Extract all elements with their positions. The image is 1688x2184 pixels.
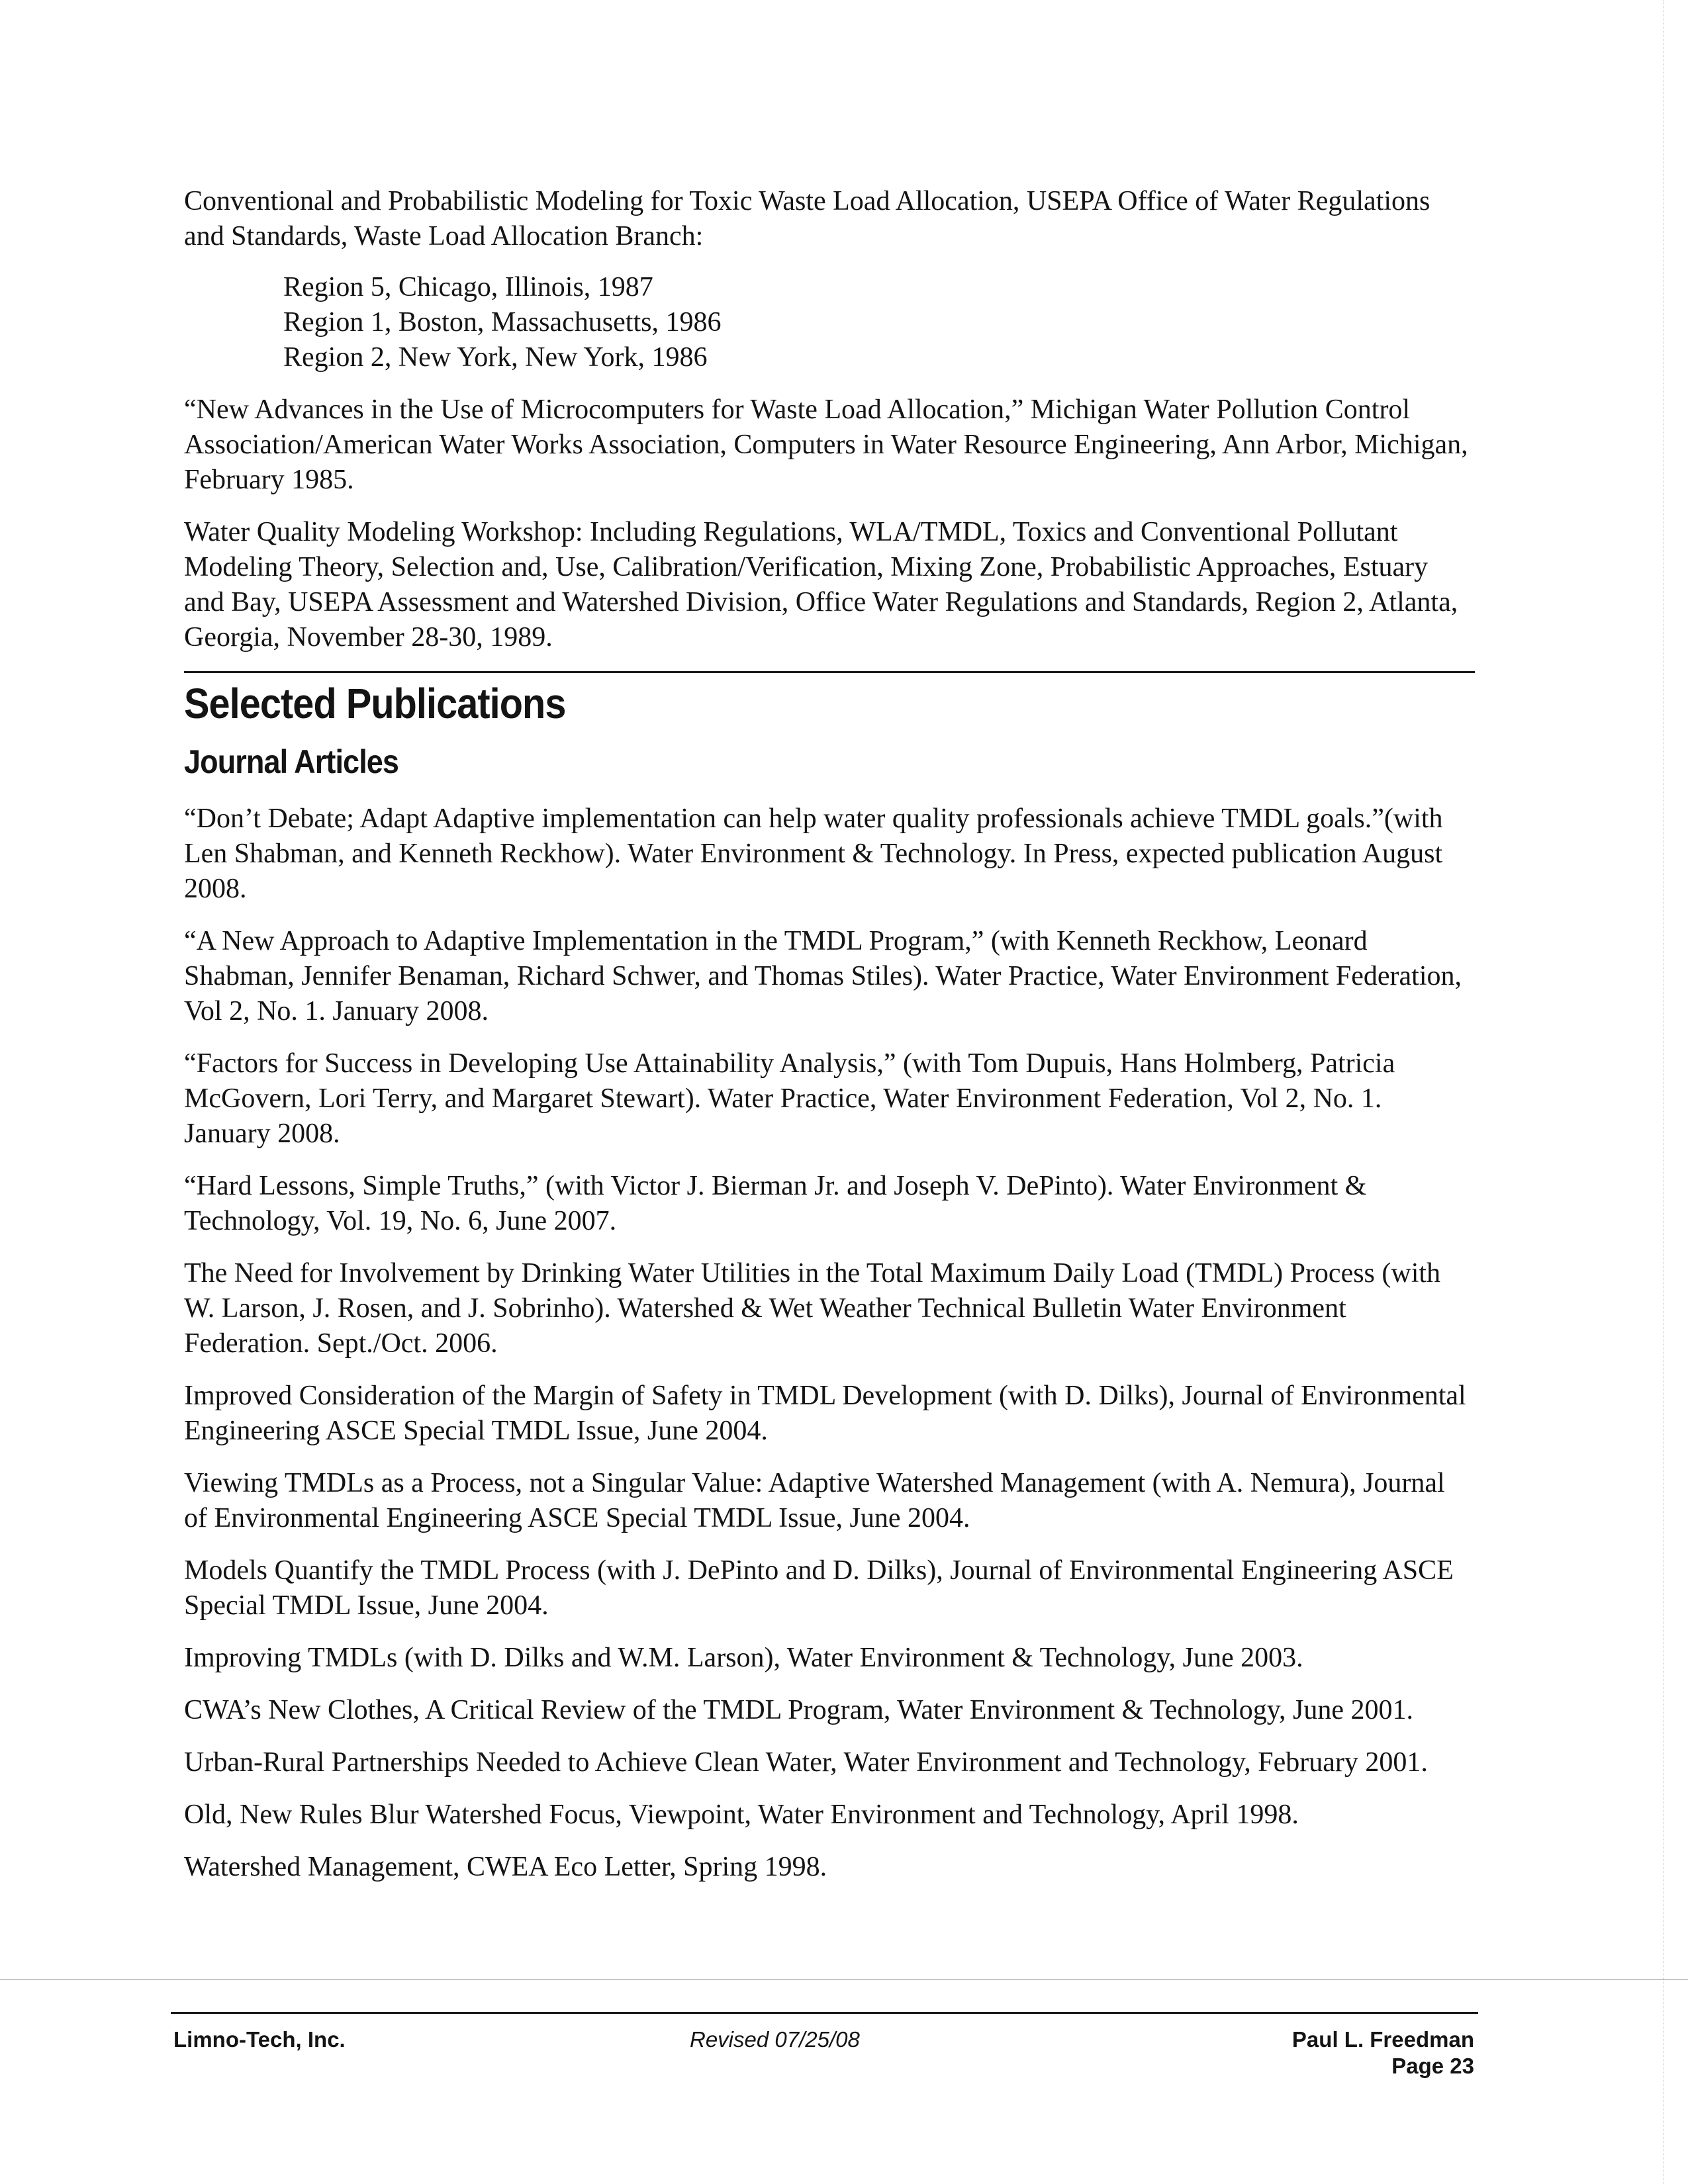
footer-page-number: Page 23 [1391, 2054, 1474, 2078]
publication-item: Watershed Management, CWEA Eco Letter, Spring 1998. [184, 1852, 827, 1882]
section-divider [184, 671, 1475, 673]
section-title: Selected Publications [184, 680, 566, 727]
footer-divider [171, 2012, 1478, 2014]
publication-item: Improving TMDLs (with D. Dilks and W.M. Larson), Water Environment & Technology, June 2003. [184, 1643, 1303, 1673]
publication-list [184, 801, 1475, 1885]
publication-item: “A New Approach to Adaptive Implementation in the TMDL Program,” (with Kenneth Reckhow, Leonard Shabman, Jennifer Benaman, Richard Schwer, and Thomas Stiles). Water Practice, Water Environment Federation, Vol 2, No. 1. January 2008. [184, 926, 1462, 1026]
region-list-item: Region 5, Chicago, Illinois, 1987 [283, 272, 653, 302]
footer-author: Paul L. Freedman [1291, 2027, 1474, 2052]
publication-item: “Hard Lessons, Simple Truths,” (with Victor J. Bierman Jr. and Joseph V. DePinto). Water Environment & Technology, Vol. 19, No. 6, June 2007. [184, 1171, 1367, 1236]
publication-item: Improved Consideration of the Margin of Safety in TMDL Development (with D. Dilks), Journal of Environmental Engineering ASCE Special TMDL Issue, June 2004. [184, 1381, 1466, 1446]
region-list [283, 270, 1475, 375]
region-list-item: Region 1, Boston, Massachusetts, 1986 [283, 307, 722, 338]
publication-item: Urban-Rural Partnerships Needed to Achieve Clean Water, Water Environment and Technology, February 2001. [184, 1747, 1428, 1778]
publication-item: Models Quantify the TMDL Process (with J. DePinto and D. Dilks), Journal of Environmental Engineering ASCE Special TMDL Issue, June 2004. [184, 1555, 1454, 1621]
footer-author-block [1292, 2026, 1474, 2079]
footer-revised-date: Revised 07/25/08 [690, 2027, 860, 2052]
publication-item: The Need for Involvement by Drinking Water Utilities in the Total Maximum Daily Load (TMDL) Process (with W. Larson, J. Rosen, and J. Sobrinho). Watershed & Wet Weather Technical Bulletin Water Environment Federation. Sept./Oct. 2006. [184, 1258, 1441, 1359]
publication-item: CWA’s New Clothes, A Critical Review of the TMDL Program, Water Environment & Technology, June 2001. [184, 1695, 1413, 1725]
publication-item: “Factors for Success in Developing Use Attainability Analysis,” (with Tom Dupuis, Hans Holmberg, Patricia McGovern, Lori Terry, and Margaret Stewart). Water Practice, Water Environment Federation, Vol 2, No. 1. January 2008. [184, 1048, 1395, 1149]
publication-item: “Don’t Debate; Adapt Adaptive implementation can help water quality professionals achieve TMDL goals.”(with Len Shabman, and Kenneth Reckhow). Water Environment & Technology. In Press, expected publication August 2008. [184, 803, 1443, 904]
subsection-title: Journal Articles [184, 743, 399, 780]
page-footer [173, 2026, 1474, 2099]
page-content [184, 184, 1475, 1902]
presentation-paragraph: “New Advances in the Use of Microcomputers for Waste Load Allocation,” Michigan Water Pollution Control Association/American Water Works Association, Computers in Water Resource Engineering, Ann Arbor, Michigan, February 1985. [184, 394, 1468, 495]
publication-item: Old, New Rules Blur Watershed Focus, Viewpoint, Water Environment and Technology, April 1998. [184, 1799, 1299, 1830]
scan-edge [1663, 0, 1664, 2184]
footer-company: Limno-Tech, Inc. [173, 2027, 346, 2052]
presentation-paragraph: Water Quality Modeling Workshop: Including Regulations, WLA/TMDL, Toxics and Conventional Pollutant Modeling Theory, Selection and, Use, Calibration/Verification, Mixing Zone, Probabilistic Approaches, Estuary and Bay, USEPA Assessment and Watershed Division, Office Water Regulations and Standards, Region 2, Atlanta, Georgia, November 28-30, 1989. [184, 517, 1458, 653]
region-list-item: Region 2, New York, New York, 1986 [283, 342, 708, 373]
presentation-paragraph: Conventional and Probabilistic Modeling for Toxic Waste Load Allocation, USEPA Office of Water Regulations and Standards, Waste Load Allocation Branch: [184, 186, 1430, 251]
publication-item: Viewing TMDLs as a Process, not a Singular Value: Adaptive Watershed Management (with A. Nemura), Journal of Environmental Engineering ASCE Special TMDL Issue, June 2004. [184, 1468, 1445, 1533]
